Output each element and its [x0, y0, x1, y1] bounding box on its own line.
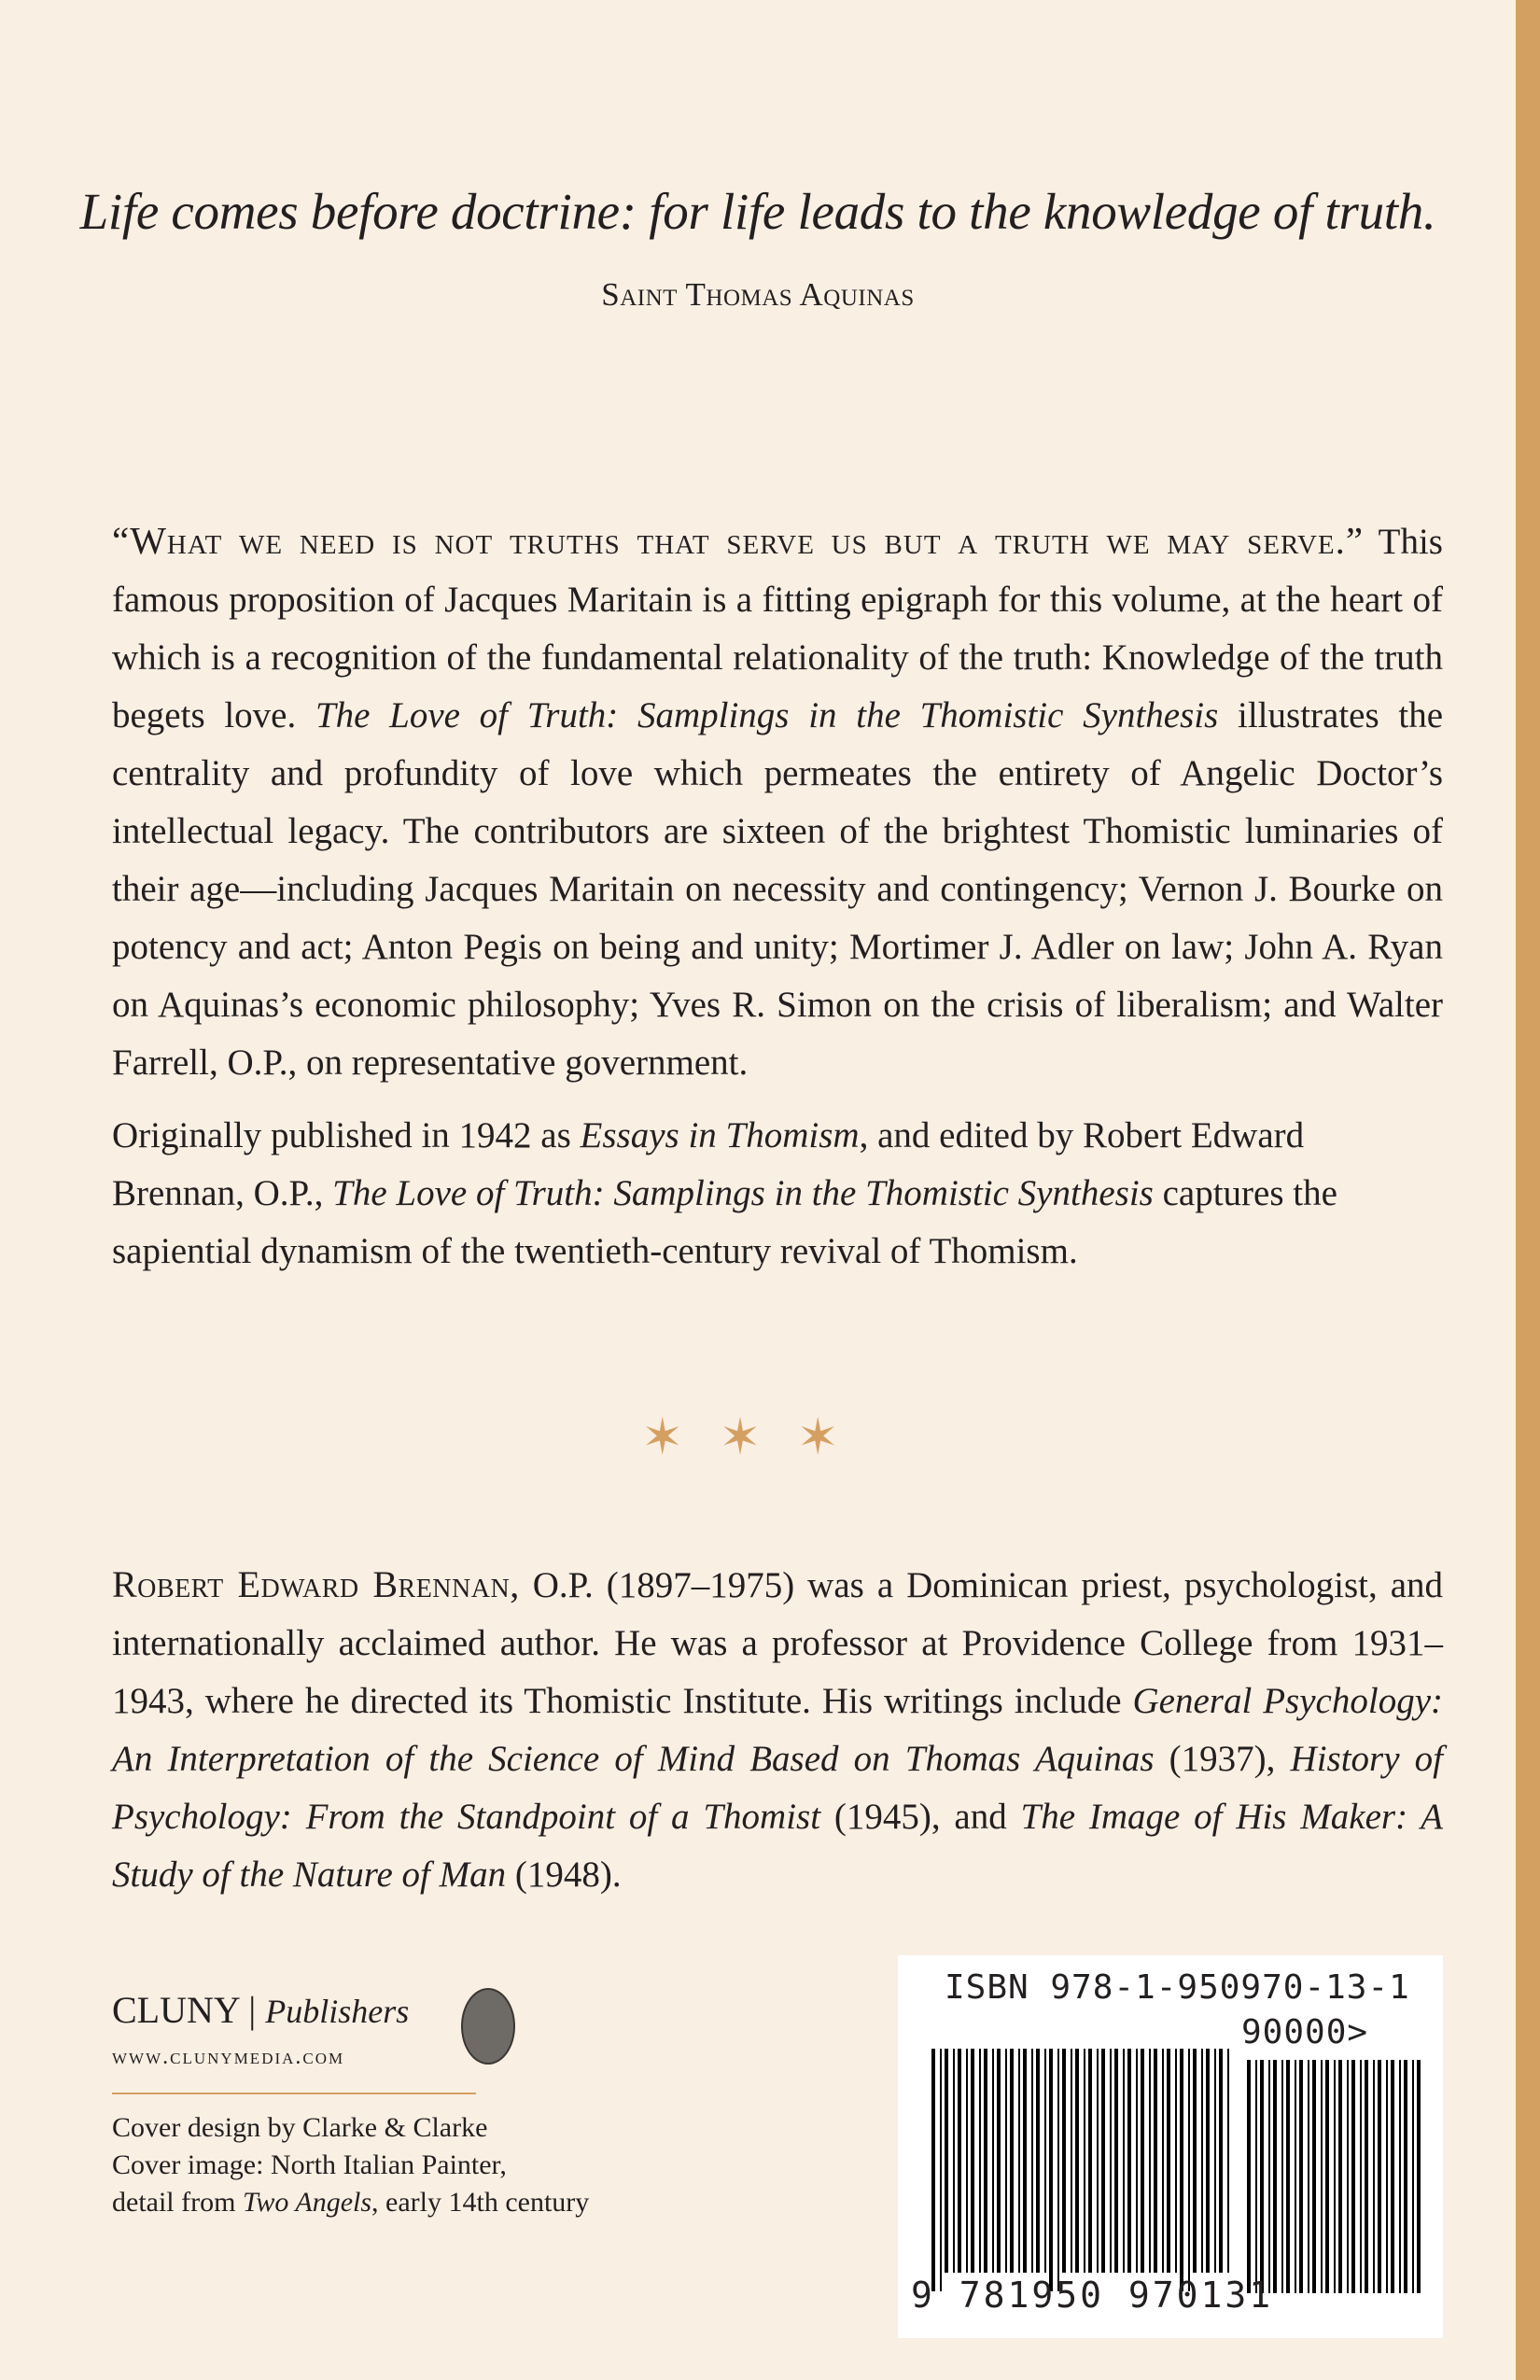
- painting-title: Two Angels: [242, 2187, 372, 2218]
- barcode-bar: [931, 2049, 935, 2291]
- barcode-bar: [1088, 2049, 1092, 2273]
- barcode-bar: [1404, 2060, 1407, 2293]
- description-text-2: illustrates the centrality and profundity of love which permeates the entirety of Angelic Doctor’s intellectual legacy. The contributors are sixteen of the brightest Thomistic luminaries of their age—including Jacques Maritain on necessity and contingency; Vernon J. Bourke on potency and act; Anton Pegis on being and unity; Mortimer J. Adler on law; John A. Ryan on Aquinas’s economic philosophy; Yves R. Simon on the crisis of liberalism; and Walter Farrell, O.P., on representative government.: [112, 695, 1443, 1083]
- bio-text-3: (1945), and: [820, 1797, 1021, 1837]
- barcode-bar: [971, 2049, 974, 2273]
- barcode-bar: [1273, 2060, 1277, 2293]
- barcode-bar: [953, 2049, 955, 2273]
- history-text-1: Originally published in 1942 as: [112, 1115, 581, 1155]
- barcode-bar: [1162, 2049, 1164, 2273]
- barcode-bar: [1044, 2049, 1046, 2273]
- barcode-bar: [1084, 2049, 1085, 2273]
- barcode-bar: [1386, 2060, 1388, 2293]
- price-code: 90000>: [1241, 2013, 1369, 2051]
- barcode-bar: [1062, 2049, 1066, 2273]
- barcode-digits: 9 781950 970131: [911, 2275, 1274, 2316]
- barcode-bar: [1312, 2060, 1316, 2293]
- barcode-bar: [1334, 2060, 1336, 2293]
- publisher-url: www.clunymedia.com: [112, 2045, 345, 2069]
- chalice-seal-icon: [461, 1988, 515, 2065]
- barcode-bar: [1286, 2060, 1290, 2293]
- barcode-bar: [1299, 2060, 1303, 2293]
- epigraph-attribution: Saint Thomas Aquinas: [601, 276, 915, 313]
- book-title: The Love of Truth: Samplings in the Thomistic Synthesis: [332, 1173, 1154, 1213]
- barcode-bar: [1219, 2049, 1223, 2273]
- barcode-bar: [1360, 2060, 1362, 2293]
- barcode-bar: [1123, 2049, 1125, 2273]
- barcode-bar: [1141, 2049, 1144, 2273]
- cover-credits: [112, 2109, 589, 2221]
- barcode-bar: [1110, 2049, 1112, 2273]
- barcode-bar: [1149, 2049, 1151, 2273]
- barcode-bar: [1417, 2060, 1421, 2293]
- barcode-bar: [997, 2049, 1001, 2273]
- description-paragraph: [112, 511, 1443, 1092]
- barcode-bar: [1175, 2049, 1177, 2273]
- barcode-bar: [1399, 2060, 1401, 2293]
- barcode-bar: [1201, 2049, 1203, 2273]
- barcode-bar: [1281, 2060, 1283, 2293]
- barcode-bar: [1365, 2060, 1368, 2293]
- barcode-bar: [1260, 2060, 1264, 2293]
- barcode-bar: [1206, 2049, 1210, 2273]
- book-history-psychology: History of Psychology: From the Standpoint of a Thomist: [112, 1739, 1443, 1837]
- barcode-bar: [1049, 2049, 1053, 2291]
- barcode-bar: [1167, 2049, 1170, 2273]
- barcode-bar: [1075, 2049, 1079, 2273]
- bio-text-1: O.P. (1897–1975) was a Dominican priest, psychologist, and internationally acclaimed author. He was a professor at Providence College from 1931–1943, where he directed its Thomistic Institute. His writings include: [112, 1565, 1444, 1721]
- barcode-bar: [992, 2049, 994, 2273]
- barcode-bar: [1351, 2060, 1355, 2293]
- barcode-bar: [1127, 2049, 1131, 2273]
- star-ornament: ✶✶✶: [641, 1409, 875, 1465]
- original-title: Essays in Thomism: [580, 1115, 860, 1155]
- epigraph: [0, 182, 1516, 314]
- barcode-bar: [1071, 2049, 1072, 2273]
- barcode-bar: [1154, 2049, 1157, 2273]
- barcode-bar: [966, 2049, 968, 2273]
- barcode-bar: [1227, 2049, 1229, 2273]
- barcode-bar: [1325, 2060, 1329, 2293]
- bio-text-2: (1937),: [1154, 1739, 1291, 1779]
- author-bio: [112, 1556, 1443, 1904]
- barcode-bar: [1005, 2049, 1007, 2273]
- cover-image-detail: detail from Two Angels, early 14th century: [112, 2187, 590, 2218]
- barcode-bar: [1308, 2060, 1309, 2293]
- cover-image-credit: Cover image: North Italian Painter,: [112, 2149, 507, 2180]
- maritain-quote: “What we need is not truths that serve us but a truth we may serve.”: [112, 519, 1365, 562]
- barcode-bar: [940, 2049, 942, 2291]
- barcode-bar: [1268, 2060, 1270, 2293]
- barcode-bar: [1247, 2060, 1251, 2293]
- isbn-barcode: [898, 1955, 1443, 2338]
- publisher-name: CLUNY | Publishers: [112, 1989, 410, 2031]
- bio-text-4: (1948).: [506, 1855, 622, 1895]
- barcode-bar: [1378, 2060, 1381, 2293]
- barcode-bar: [1321, 2060, 1323, 2293]
- barcode-bar: [1373, 2060, 1375, 2293]
- barcode-bar: [1391, 2060, 1394, 2293]
- barcode-bar: [1023, 2049, 1027, 2273]
- isbn-label: ISBN 978-1-950970-13-1: [945, 1968, 1410, 2007]
- barcode-bar: [1347, 2060, 1349, 2293]
- barcode-bar: [1255, 2060, 1257, 2293]
- barcode-bar: [1180, 2049, 1183, 2291]
- history-paragraph: [112, 1107, 1443, 1281]
- barcode-bar: [1097, 2049, 1099, 2273]
- publisher-logo: [112, 1988, 409, 2070]
- barcode-bar: [1295, 2060, 1296, 2293]
- barcode-bar: [1114, 2049, 1118, 2273]
- barcode-bar: [1031, 2049, 1033, 2273]
- barcode-bar: [1338, 2060, 1342, 2293]
- barcode-bar: [1036, 2049, 1040, 2273]
- cover-design-credit: Cover design by Clarke & Clarke: [112, 2112, 488, 2143]
- divider-rule: [112, 2093, 476, 2094]
- barcode-bar: [1214, 2049, 1216, 2273]
- barcode-bar: [979, 2049, 981, 2273]
- spine-edge-strip: [1516, 0, 1540, 2380]
- barcode-bar: [984, 2049, 987, 2273]
- publisher-label: Publishers: [265, 1993, 410, 2030]
- book-image-of-his-maker: The Image of His Maker: A Study of the Nature of Man: [112, 1797, 1443, 1895]
- barcode-bar: [945, 2049, 948, 2273]
- epigraph-quote: Life comes before doctrine: for life leads to the knowledge of truth.: [79, 183, 1436, 240]
- barcode-bar: [1136, 2049, 1138, 2273]
- barcode-bar: [1057, 2049, 1059, 2291]
- barcode-bar: [1018, 2049, 1020, 2273]
- barcode-bar: [958, 2049, 961, 2273]
- author-name: Robert Edward Brennan,: [112, 1563, 520, 1605]
- barcode-bar: [1412, 2060, 1414, 2293]
- barcode-bar: [1010, 2049, 1014, 2273]
- history-text-3: captures the sapiential dynamism of the twentieth-century revival of Thomism.: [112, 1173, 1337, 1271]
- description-text-1: This famous proposition of Jacques Maritain is a fitting epigraph for this volume, at the heart of which is a recognition of the fundamental relationality of the truth: Knowledge of the truth begets love.: [112, 522, 1443, 735]
- barcode-bar: [1188, 2049, 1190, 2291]
- history-text-2: , and edited by Robert Edward Brennan, O.P.,: [112, 1115, 1305, 1213]
- barcode-bar: [1193, 2049, 1197, 2273]
- book-title: The Love of Truth: Samplings in the Thomistic Synthesis: [315, 695, 1219, 735]
- book-general-psychology: General Psychology: An Interpretation of the Science of Mind Based on Thomas Aquinas: [112, 1681, 1443, 1779]
- barcode-bar: [1101, 2049, 1105, 2273]
